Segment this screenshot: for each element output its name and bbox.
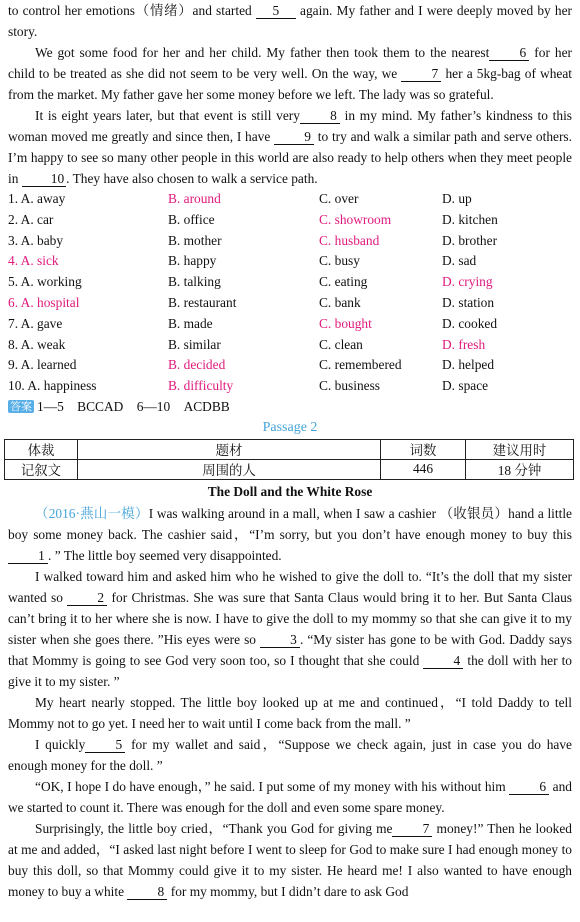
- option-item: D. helped: [442, 357, 495, 373]
- text-run: We got some food for her and her child. My father then took them to the nearest: [35, 45, 490, 60]
- text-run: for my wallet and said，“Suppose we check again, just in case you do have enough money for the doll. ”: [8, 736, 572, 773]
- text-run: and we started to count it. There was enough for the doll and even some spare money.: [8, 778, 572, 815]
- option-item: D. brother: [442, 232, 498, 248]
- blank-6: 6: [509, 780, 549, 795]
- table-header-cell: 体裁: [5, 439, 78, 459]
- blank-6: 6: [489, 46, 529, 61]
- text-run: the doll with her to give it to my sister. ”: [8, 652, 573, 689]
- option-item: 3. A. baby: [8, 232, 64, 248]
- blank-3: 3: [260, 633, 300, 648]
- passage1-paragraph-2: [8, 42, 572, 105]
- option-item: C. eating: [319, 274, 368, 290]
- document-page: [8, 0, 572, 902]
- passage2-paragraph-6: [8, 818, 572, 902]
- option-item: B. restaurant: [168, 294, 237, 310]
- answer-line: [8, 396, 572, 418]
- passage-2-label: Passage 2: [262, 419, 318, 435]
- option-item: B. decided: [168, 357, 226, 373]
- table-header-cell: 词数: [381, 439, 466, 459]
- text-run: for Christmas. She was sure that Santa Claus would bring it to her. But Santa Claus can’t bring it to her where she is now. I have to give the doll to my mommy so that she can give it to my sister when she goes there. ”His eyes were so: [8, 589, 572, 647]
- text-run: . They have also chosen to walk a service path.: [66, 171, 318, 186]
- passage2-paragraph-1: [8, 503, 572, 566]
- option-item: B. made: [168, 315, 213, 331]
- blank-9: 9: [274, 130, 314, 145]
- text-run: money!” Then he looked at me and added，“I asked last night before I went to sleep for God to make sure I had enough money to buy this doll, so that Mommy could give it to my sister. He heard me! I also wanted to have enough money to buy a white: [8, 820, 572, 899]
- passage-info-table: [4, 439, 574, 480]
- option-item: B. office: [168, 211, 215, 227]
- text-run: It is eight years later, but that event is still very: [35, 108, 300, 123]
- passage2-paragraph-5: [8, 776, 572, 818]
- option-item: C. clean: [319, 336, 363, 352]
- option-item: D. space: [442, 378, 489, 394]
- option-item: 7. A. gave: [8, 315, 63, 331]
- text-run: “OK, I hope I do have enough，” he said. I put some of my money with his without him: [35, 778, 510, 794]
- option-item: D. kitchen: [442, 211, 498, 227]
- option-item: C. remembered: [319, 357, 402, 373]
- option-item: B. around: [168, 191, 221, 206]
- text-run: . “My sister has gone to be with God. Daddy says that Mommy is going to see God very soon too, so I thought that she could: [8, 631, 572, 668]
- blank-2: 2: [67, 591, 107, 606]
- option-item: C. husband: [319, 232, 380, 248]
- text-run: for my mommy, but I didn’t dare to ask God: [167, 883, 409, 899]
- table-cell: 记叙文: [5, 459, 78, 479]
- option-item: 8. A. weak: [8, 336, 66, 352]
- passage2-paragraph-2: [8, 566, 572, 692]
- option-item: B. talking: [168, 274, 221, 290]
- option-item: D. crying: [442, 274, 493, 290]
- source-label: （2016·燕山一模）: [35, 505, 149, 521]
- text-run: I was walking around in a mall, when I saw a cashier （收银员）hand a little boy some money back. The cashier said，“I’m sorry, but you don’t have enough money to buy this: [8, 505, 572, 542]
- blank-7: 7: [401, 67, 441, 82]
- passage2-paragraph-4: [8, 734, 572, 776]
- option-item: 4. A. sick: [8, 253, 59, 269]
- option-item: C. bought: [319, 315, 372, 331]
- option-item: C. bank: [319, 294, 361, 310]
- table-cell: 18 分钟: [466, 459, 574, 479]
- text-run: in my mind. My father’s kindness to this woman moved me greatly and since then, I have: [8, 108, 572, 144]
- passage1-paragraph-1: [8, 0, 572, 42]
- option-item: C. over: [319, 191, 359, 206]
- table-row: [5, 459, 574, 479]
- table-cell: 周围的人: [78, 459, 381, 479]
- answer-tag: 答案: [10, 399, 32, 413]
- option-item: B. happy: [168, 253, 217, 269]
- option-item: C. busy: [319, 253, 360, 269]
- text-run: to try and walk a similar path and serve others. I’m happy to see so many other people in this world are also ready to help others when they meet people in: [8, 129, 572, 186]
- blank-8: 8: [300, 109, 340, 124]
- text-run: to control her emotions（情绪）and started: [8, 3, 256, 18]
- text-run: her a 5kg-bag of wheat from the market. My father gave her some money before we left. The lady was so grateful.: [8, 66, 572, 102]
- blank-7: 7: [392, 822, 432, 837]
- table-header-cell: 题材: [78, 439, 381, 459]
- option-item: D. cooked: [442, 315, 498, 331]
- table-header-cell: 建议用时: [466, 439, 574, 459]
- table-header-row: [5, 439, 574, 459]
- option-item: 10. A. happiness: [8, 378, 97, 394]
- option-item: 9. A. learned: [8, 357, 77, 373]
- option-item: 1. A. away: [8, 191, 66, 206]
- table-cell: 446: [381, 459, 466, 479]
- text-run: Surprisingly, the little boy cried，“Thank you God for giving me: [35, 820, 393, 836]
- option-item: B. similar: [168, 336, 221, 352]
- option-item: D. fresh: [442, 336, 486, 352]
- blank-4: 4: [423, 654, 463, 669]
- text-run: I quickly: [35, 736, 86, 752]
- option-item: 5. A. working: [8, 274, 82, 290]
- option-item: B. difficulty: [168, 378, 234, 394]
- blank-5: 5: [85, 738, 125, 753]
- option-item: C. business: [319, 378, 381, 394]
- story-title: The Doll and the White Rose: [207, 483, 373, 499]
- passage2-paragraph-3: My heart nearly stopped. The little boy looked up at me and continued，“I told Daddy to tell Mommy not to go yet. I need her to wait until I come back from the mall. ”: [8, 694, 572, 731]
- text-run: I walked toward him and asked him who he wished to give the doll to. “It’s the doll that my sister wanted so: [8, 568, 572, 605]
- option-item: D. station: [442, 294, 495, 310]
- blank-1: 1: [8, 549, 48, 564]
- option-item: B. mother: [168, 232, 222, 248]
- text-run: . ” The little boy seemed very disappointed.: [48, 547, 282, 563]
- text-run: for her child to be treated as she did not seem to be very well. On the way, we: [8, 45, 572, 81]
- option-item: 6. A. hospital: [8, 294, 80, 310]
- options-grid: [8, 189, 572, 397]
- option-item: C. showroom: [319, 211, 392, 227]
- option-item: D. sad: [442, 253, 477, 269]
- answer-text: 1—5 BCCAD 6—10 ACDBB: [37, 398, 230, 414]
- text-run: again. My father and I were deeply moved by her story.: [8, 3, 572, 39]
- blank-10: 10: [22, 172, 66, 187]
- blank-8: 8: [127, 885, 167, 900]
- option-item: 2. A. car: [8, 211, 54, 227]
- blank-5: 5: [256, 4, 296, 19]
- option-item: D. up: [442, 191, 472, 206]
- passage1-paragraph-3: [8, 105, 572, 189]
